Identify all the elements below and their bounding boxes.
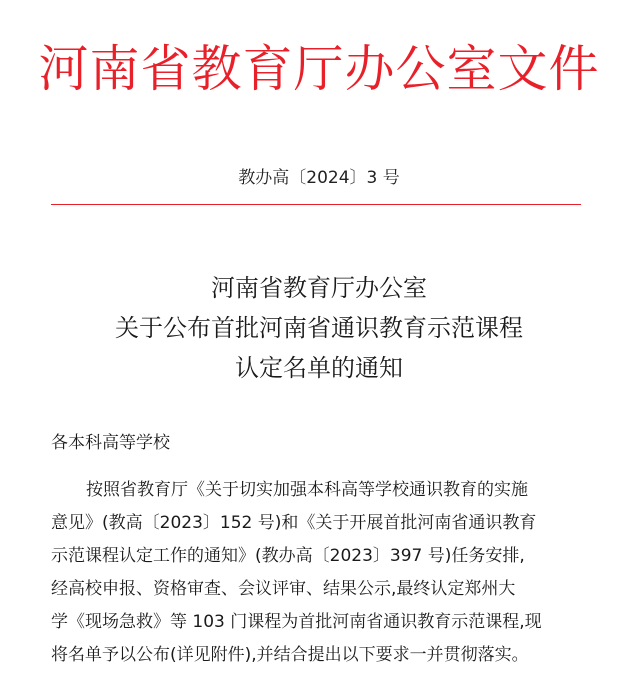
- body-line-5: 学《现场急救》等 103 门课程为首批河南省通识教育示范课程,现: [51, 612, 542, 632]
- notice-title: [0, 268, 638, 388]
- title-line-1: 河南省教育厅办公室: [211, 274, 427, 302]
- body-line-3: 示范课程认定工作的通知》(教办高〔2023〕397 号)任务安排,: [51, 546, 525, 566]
- body-paragraph: [51, 474, 586, 672]
- red-divider-line: [51, 204, 581, 205]
- body-line-2: 意见》(教高〔2023〕152 号)和《关于开展首批河南省通识教育: [51, 513, 537, 533]
- body-line-4: 经高校申报、资格审查、会议评审、结果公示,最终认定郑州大: [51, 579, 516, 599]
- body-line-1: 按照省教育厅《关于切实加强本科高等学校通识教育的实施: [86, 480, 528, 500]
- body-line-6: 将名单予以公布(详见附件),并结合提出以下要求一并贯彻落实。: [51, 645, 529, 665]
- document-number: 教办高〔2024〕3 号: [238, 168, 400, 188]
- title-line-3: 认定名单的通知: [235, 354, 403, 382]
- salutation: 各本科高等学校: [51, 433, 170, 453]
- title-line-2: 关于公布首批河南省通识教育示范课程: [115, 314, 523, 342]
- issuer-masthead: 河南省教育厅办公室文件: [38, 40, 600, 98]
